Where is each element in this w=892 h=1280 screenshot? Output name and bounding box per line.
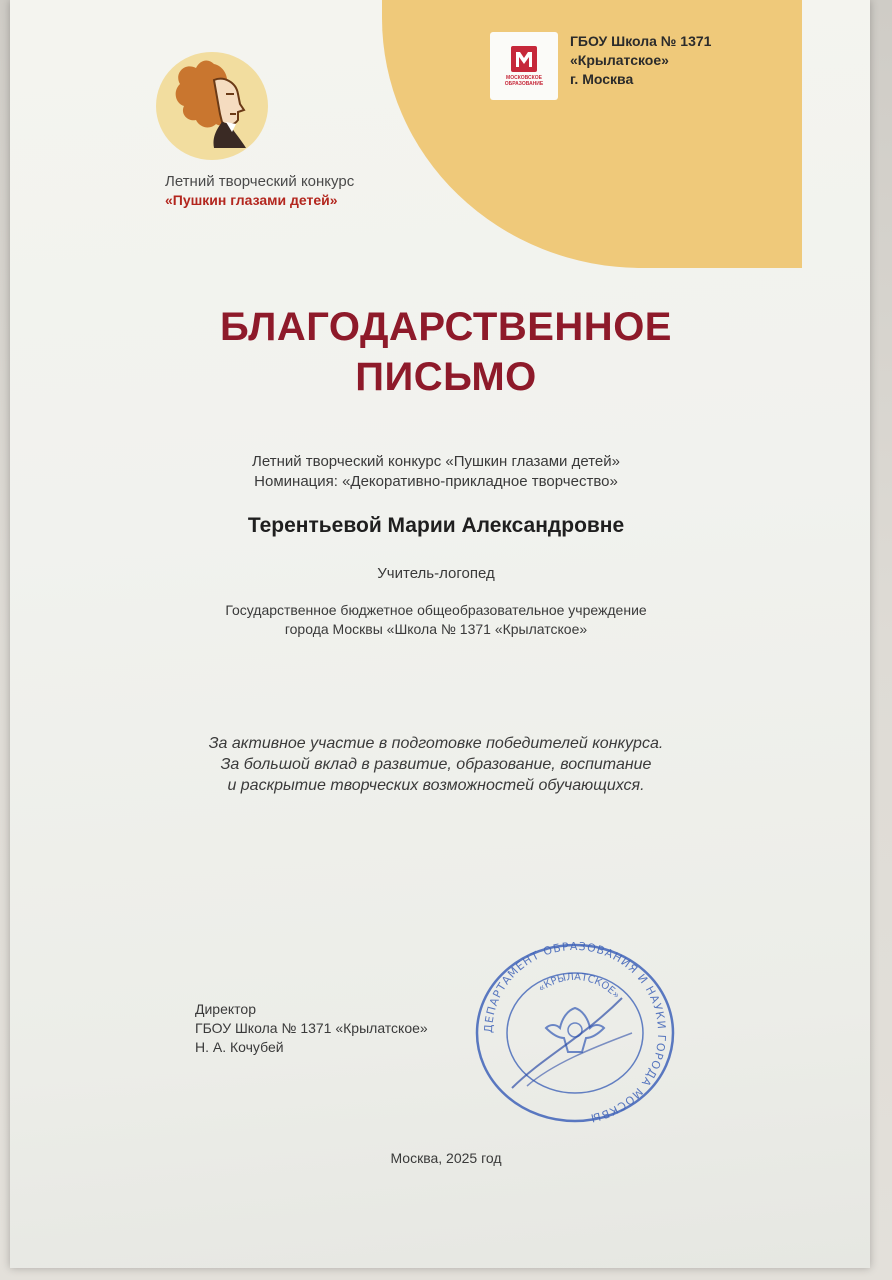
title-line2: ПИСЬМО xyxy=(355,355,537,399)
recipient-organization-line1: Государственное бюджетное общеобразовательное учреждение xyxy=(225,602,647,618)
document-title xyxy=(0,302,892,402)
school-header-line2: «Крылатское» xyxy=(570,52,669,68)
signer-block xyxy=(195,1000,428,1057)
contest-info-line1: Летний творческий конкурс «Пушкин глазами детей» xyxy=(252,453,620,470)
moscow-education-logo-icon xyxy=(511,46,537,72)
gratitude-line2: За большой вклад в развитие, образование, воспитание xyxy=(220,756,652,773)
school-header xyxy=(570,32,711,89)
signer-name: Н. А. Кочубей xyxy=(195,1039,284,1055)
place-year: Москва, 2025 год xyxy=(390,1150,502,1166)
contest-info-line2: Номинация: «Декоративно-прикладное творчество» xyxy=(254,473,618,490)
title-line1: БЛАГОДАРСТВЕННОЕ xyxy=(220,305,672,349)
contest-header-line2: «Пушкин глазами детей» xyxy=(165,192,338,208)
contest-header-line1: Летний творческий конкурс xyxy=(165,173,355,190)
recipient-organization-line2: города Москвы «Школа № 1371 «Крылатское» xyxy=(284,621,588,637)
gratitude-text xyxy=(0,733,872,796)
recipient-name: Терентьевой Марии Александровне xyxy=(247,514,625,537)
signer-org: ГБОУ Школа № 1371 «Крылатское» xyxy=(195,1020,428,1036)
signer-role: Директор xyxy=(195,1001,256,1017)
seal-outer-text: ДЕПАРТАМЕНТ ОБРАЗОВАНИЯ И НАУКИ ГОРОДА МОСКВЫ xyxy=(481,939,669,1125)
gratitude-line3: и раскрытие творческих возможностей обучающихся. xyxy=(227,777,645,794)
pushkin-portrait-icon xyxy=(166,48,270,156)
recipient-position: Учитель-логопед xyxy=(377,565,495,582)
contest-header xyxy=(165,173,354,208)
moscow-education-logo xyxy=(490,32,558,100)
gratitude-line1: За активное участие в подготовке победителей конкурса. xyxy=(208,735,664,752)
school-header-line1: ГБОУ Школа № 1371 xyxy=(570,33,712,49)
svg-text:ДЕПАРТАМЕНТ ОБРАЗОВАНИЯ И НАУК xyxy=(482,940,668,1125)
moscow-education-caption: МОСКОВСКОЕ ОБРАЗОВАНИЕ xyxy=(504,74,544,87)
svg-text:«КРЫЛАТСКОЕ» xyxy=(536,972,621,1001)
seal-inner-text: «КРЫЛАТСКОЕ» xyxy=(536,971,622,1002)
official-seal-icon xyxy=(472,938,678,1128)
eagle-emblem-icon xyxy=(546,1008,604,1052)
school-header-line3: г. Москва xyxy=(570,71,634,87)
